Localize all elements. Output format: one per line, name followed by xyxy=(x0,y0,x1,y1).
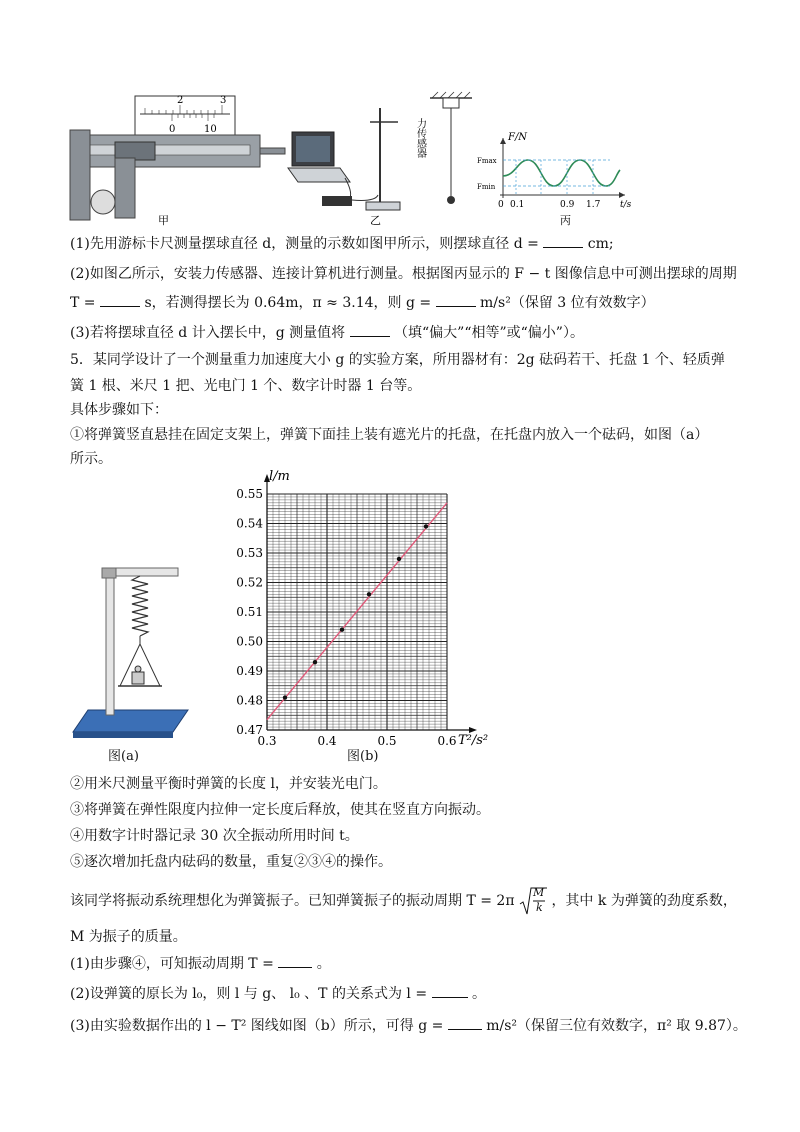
q4-part3 xyxy=(70,322,584,343)
sqrt-fraction xyxy=(519,886,547,916)
data-point xyxy=(397,557,401,561)
q4-part3-text: (3)若将摆球直径 d 计入摆长中，g 测量值将 xyxy=(70,325,346,341)
q5-model-text-end: ，其中 k 为弹簧的劲度系数， xyxy=(551,893,737,909)
pendulum-figure xyxy=(430,92,472,204)
x-tick-label: 0.5 xyxy=(377,734,397,748)
q4-bias-blank[interactable] xyxy=(350,322,390,337)
fmin-label: Fmin xyxy=(477,183,496,191)
force-x-axis-label: t/s xyxy=(620,200,632,210)
q4-period-label: T = xyxy=(70,295,96,311)
y-tick-label: 0.52 xyxy=(236,575,263,590)
fmax-label: Fmax xyxy=(477,157,497,165)
y-tick-label: 0.47 xyxy=(236,723,263,737)
q4-part2-mid: s，若测得摆长为 0.64m，π ≈ 3.14，则 g = xyxy=(144,295,432,311)
chart-axes xyxy=(264,474,477,733)
q5-step4: ④用数字计时器记录 30 次全振动所用时间 t。 xyxy=(70,828,359,844)
q4-part2-line1: (2)如图乙所示，安装力传感器、连接计算机进行测量。根据图丙显示的 F − t 图像信息中可测出摆球的周期 xyxy=(70,266,737,282)
q5-model-line2: M 为振子的质量。 xyxy=(70,929,187,945)
q5-step1-line1: ①将弹簧竖直悬挂在固定支架上，弹簧下面挂上装有遮光片的托盘，在托盘内放入一个砝码，如图（a） xyxy=(70,427,709,443)
q5-sub3 xyxy=(70,1015,747,1036)
x-tick-label: 0.6 xyxy=(437,734,457,748)
q5-period-blank[interactable] xyxy=(278,953,312,968)
top-figures xyxy=(60,90,660,230)
y-tick-label: 0.55 xyxy=(236,487,263,501)
q4-g-blank[interactable] xyxy=(436,292,476,307)
force-x-tick-1.7: 1.7 xyxy=(586,200,601,210)
data-point xyxy=(424,524,428,528)
q4-part1-text: (1)先用游标卡尺测量摆球直径 d，测量的示数如图甲所示，则摆球直径 d = xyxy=(70,236,539,252)
q4-diameter-blank[interactable] xyxy=(543,233,583,248)
y-tick-label: 0.53 xyxy=(236,546,263,560)
caliper-vernier-tick-0: 0 xyxy=(169,124,176,135)
laptop-stand-figure xyxy=(288,108,400,210)
y-tick-label: 0.49 xyxy=(236,664,263,678)
q5-g-blank[interactable] xyxy=(448,1015,482,1030)
l-T2-chart xyxy=(225,468,515,753)
q5-step2: ②用米尺测量平衡时弹簧的长度 l，并安装光电门。 xyxy=(70,776,387,792)
fraction-denominator: k xyxy=(535,901,543,914)
caliper-vernier-tick-10: 10 xyxy=(204,124,217,135)
q4-part2-line2 xyxy=(70,292,655,313)
q5-intro-line2: 簧 1 根、米尺 1 把、光电门 1 个、数字计时器 1 台等。 xyxy=(70,378,422,394)
y-tick-label: 0.54 xyxy=(236,516,263,531)
y-tick-label: 0.48 xyxy=(236,693,263,708)
q5-sub2-text: (2)设弹簧的原长为 l₀，则 l 与 g、 l₀ 、T 的关系式为 l = xyxy=(70,986,428,1002)
q5-sub2-end: 。 xyxy=(471,986,486,1002)
force-sensor-label: 力传感器 xyxy=(414,118,426,158)
x-tick-label: 0.4 xyxy=(317,734,337,748)
vernier-caliper-figure xyxy=(70,95,285,220)
figure-bing-label: 丙 xyxy=(560,214,571,227)
caliper-main-tick-3: 3 xyxy=(220,95,227,106)
data-point xyxy=(340,628,344,632)
figure-b-label: 图(b) xyxy=(347,749,379,764)
x-tick-label: 0.3 xyxy=(257,734,277,748)
q4-part1-unit: cm; xyxy=(587,236,614,252)
q5-model-line xyxy=(70,886,737,916)
force-axis-label: F/N xyxy=(508,132,528,143)
q5-step3: ③将弹簧在弹性限度内拉伸一定长度后释放，使其在竖直方向振动。 xyxy=(70,802,490,818)
fraction-numerator: M xyxy=(532,886,545,899)
q5-model-text: 该同学将振动系统理想化为弹簧振子。已知弹簧振子的振动周期 T = 2π xyxy=(70,893,515,909)
q5-length-blank[interactable] xyxy=(432,983,468,998)
data-point xyxy=(313,660,317,664)
q4-period-blank[interactable] xyxy=(100,292,140,307)
q5-step1-line2: 所示。 xyxy=(70,451,112,467)
q5-sub1 xyxy=(70,953,331,974)
q5-sub3-text: (3)由实验数据作出的 l − T² 图线如图（b）所示，可得 g = xyxy=(70,1018,444,1034)
q5-sub1-end: 。 xyxy=(316,956,331,972)
data-point xyxy=(283,695,287,699)
figure-yi-label: 乙 xyxy=(370,214,381,227)
caliper-main-tick-2: 2 xyxy=(177,95,184,106)
force-x-tick-0.1: 0.1 xyxy=(510,200,525,210)
y-tick-label: 0.51 xyxy=(236,605,263,619)
force-x-tick-0.9: 0.9 xyxy=(560,200,575,210)
q5-steps-title: 具体步骤如下： xyxy=(70,402,168,418)
q5-step5: ⑤逐次增加托盘内砝码的数量，重复②③④的操作。 xyxy=(70,854,392,870)
q4-part2-end: m/s²（保留 3 位有效数字） xyxy=(480,295,655,311)
q5-sub2 xyxy=(70,983,486,1004)
chart-x-axis-label: T²/s² xyxy=(458,733,489,748)
q5-sub1-text: (1)由步骤④，可知振动周期 T = xyxy=(70,956,274,972)
force-x-tick-0: 0 xyxy=(498,200,504,210)
figure-a-label: 图(a) xyxy=(108,749,139,764)
q5-intro-line1: 5．某同学设计了一个测量重力加速度大小 g 的实验方案，所用器材有：2g 砝码若干、托盘 1 个、轻质弹 xyxy=(70,352,725,368)
force-time-graph xyxy=(500,138,625,198)
q4-part1 xyxy=(70,233,614,254)
figure-jia-label: 甲 xyxy=(158,214,169,227)
spring-apparatus-figure xyxy=(68,560,198,770)
chart-y-axis-label: l/m xyxy=(269,469,290,484)
y-tick-label: 0.50 xyxy=(236,634,263,649)
chart-ticks xyxy=(236,487,456,748)
q4-part3-end: （填“偏大”“相等”或“偏小”）。 xyxy=(394,325,584,341)
data-point xyxy=(367,592,371,596)
q5-sub3-end: m/s²（保留三位有效数字，π² 取 9.87）。 xyxy=(486,1018,747,1034)
